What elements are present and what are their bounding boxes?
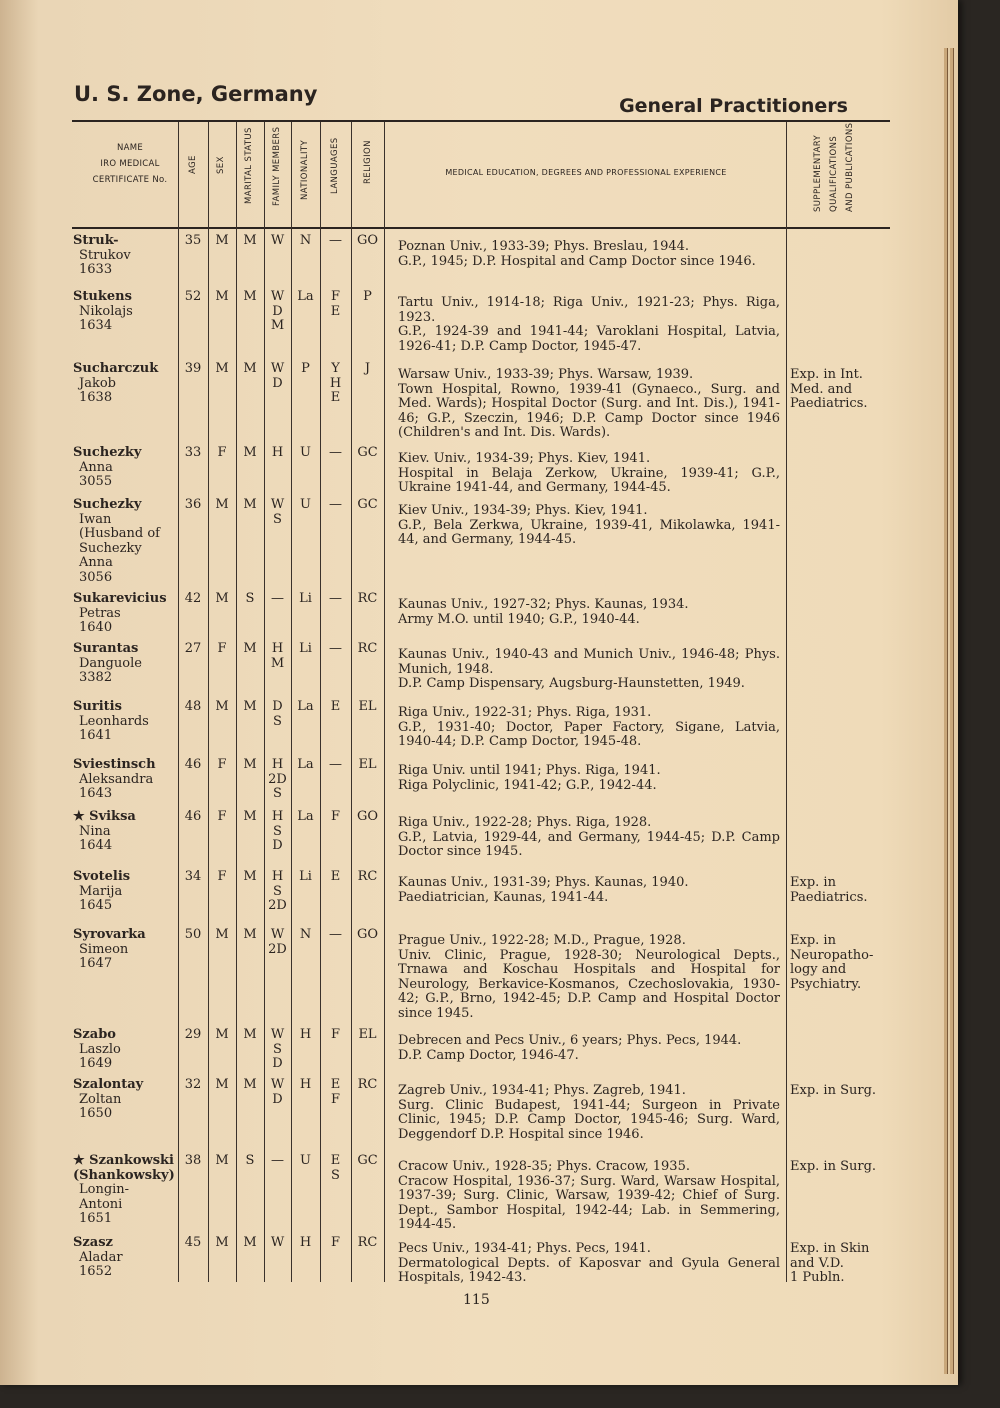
col-name-line: NAME (116, 143, 144, 153)
entry-name-line: Jakob (79, 375, 116, 391)
entry-name-line: (Shankowsky) (73, 1167, 175, 1183)
entry-name-line: Nikolajs (79, 303, 133, 319)
entry-religion: GC (357, 445, 378, 460)
entry-sex: M (215, 497, 229, 512)
entry-religion: GO (356, 809, 379, 824)
entry-name-block (73, 758, 183, 802)
entry-name-block (73, 1154, 183, 1227)
col-supp-header-line: QUALIFICATIONS (829, 135, 839, 212)
entry-age: 33 (184, 445, 202, 460)
supplementary-line: and V.D. (790, 1255, 844, 1271)
entry-age: 48 (184, 699, 202, 714)
entry-name-line: 3055 (79, 474, 113, 489)
entry-name-line: Simeon (79, 941, 129, 957)
entry-languages: — (329, 641, 342, 656)
entry-nationality: U (300, 445, 311, 460)
entry-nationality: Li (299, 641, 312, 656)
col-marital-header: MARITAL STATUS (244, 127, 254, 204)
education-line: Warsaw Univ., 1933-39; Phys. Warsaw, 1939. (398, 367, 694, 382)
entry-name-line: (Husband of (79, 526, 160, 541)
entry-family: W S (270, 497, 285, 527)
entry-name-line: 1644 (79, 838, 113, 853)
entry-marital: M (243, 233, 257, 248)
entry-marital: M (243, 445, 257, 460)
entry-nationality: P (301, 361, 310, 376)
entry-nationality: Li (299, 869, 312, 884)
entry-education (398, 876, 780, 905)
entry-name-line: Strukov (79, 247, 131, 263)
col-divider (786, 122, 787, 1282)
entry-marital: M (243, 289, 257, 304)
entry-supplementary (790, 1160, 900, 1175)
education-line: Riga Univ., 1922-31; Phys. Riga, 1931. (398, 705, 652, 720)
entry-marital: M (243, 1077, 257, 1092)
entry-name-line: 1649 (79, 1056, 113, 1071)
entry-education (398, 240, 780, 269)
education-line: D.P. Camp Dispensary, Augsburg-Haunstetten, 1949. (398, 676, 745, 691)
supplementary-line: Exp. in Surg. (790, 1159, 877, 1174)
col-age-header: AGE (188, 155, 198, 174)
entry-surname: Szasz (73, 1235, 113, 1250)
entry-supplementary (790, 1084, 900, 1099)
entry-name-line: 1643 (79, 786, 113, 801)
header-section: General Practitioners (619, 95, 848, 117)
entry-surname: Suritis (73, 699, 122, 714)
entry-family: W D (270, 361, 285, 391)
entry-marital: M (243, 757, 257, 772)
entry-religion: GC (357, 497, 378, 512)
entry-marital: S (245, 591, 255, 606)
entry-name-line: Aleksandra (79, 771, 154, 787)
education-line: G.P., Latvia, 1929-44, and Germany, 1944-45; D.P. Camp Doctor since 1945. (398, 829, 780, 859)
entry-nationality: Li (299, 591, 312, 606)
entry-surname: Szalontay (73, 1077, 144, 1092)
education-line: Paediatrician, Kaunas, 1941-44. (398, 889, 609, 905)
entry-name-line: Petras (79, 605, 121, 621)
education-line: Debrecen and Pecs Univ., 6 years; Phys. Pecs, 1944. (398, 1033, 742, 1048)
entry-supplementary (790, 876, 900, 905)
entry-name-line: Aladar (79, 1249, 123, 1265)
col-education-header: MEDICAL EDUCATION, DEGREES AND PROFESSIONAL EXPERIENCE (445, 168, 727, 177)
entry-languages: — (329, 445, 342, 460)
entry-name-block (73, 446, 183, 490)
entry-family: W D M (270, 289, 285, 333)
entry-name-block (73, 810, 183, 854)
supplementary-line: Paediatrics. (790, 396, 868, 411)
top-rule (72, 120, 890, 122)
supplementary-line: 1 Publn. (790, 1270, 845, 1285)
entry-education (398, 1160, 780, 1233)
entry-languages: — (329, 927, 342, 942)
entry-religion: RC (357, 641, 378, 656)
entry-family: H 2D S (268, 757, 287, 801)
entry-religion: RC (357, 869, 378, 884)
col-name-header (88, 140, 172, 188)
entry-marital: M (243, 699, 257, 714)
entry-education (398, 1034, 780, 1063)
supplementary-line: Psychiatry. (790, 976, 862, 992)
education-line: Poznan Univ., 1933-39; Phys. Breslau, 1944. (398, 239, 690, 254)
entry-age: 27 (184, 641, 202, 656)
entry-religion: P (363, 289, 372, 304)
education-line: G.P., 1924-39 and 1941-44; Varoklani Hospital, Latvia, 1926-41; D.P. Camp Doctor, 1945-47. (398, 324, 780, 354)
entry-marital: M (243, 1235, 257, 1250)
entry-languages: E (330, 699, 341, 714)
entry-surname: Stukens (73, 289, 132, 304)
entry-age: 39 (184, 361, 202, 376)
entry-surname: Struk- (73, 233, 119, 248)
entry-languages: — (329, 591, 342, 606)
entry-sex: M (215, 233, 229, 248)
entry-sex: F (217, 757, 227, 772)
entry-education (398, 1242, 780, 1286)
entry-name-block (73, 234, 183, 278)
entry-name-block (73, 700, 183, 744)
education-line: Riga Univ. until 1941; Phys. Riga, 1941. (398, 763, 661, 778)
education-line: Army M.O. until 1940; G.P., 1940-44. (398, 611, 640, 627)
entry-education (398, 648, 780, 692)
entry-sex: M (215, 699, 229, 714)
entry-languages: E F (330, 1077, 341, 1107)
entry-religion: EL (358, 757, 377, 772)
entry-marital: M (243, 869, 257, 884)
entry-name-line: Danguole (79, 655, 142, 671)
entry-languages: Y H E (329, 361, 342, 405)
entry-age: 46 (184, 757, 202, 772)
col-sex-header: SEX (216, 156, 226, 174)
entry-education (398, 368, 780, 441)
entry-education (398, 706, 780, 750)
entry-age: 52 (184, 289, 202, 304)
entry-nationality: U (300, 497, 311, 512)
entry-supplementary (790, 368, 900, 412)
supplementary-line: Exp. in (790, 875, 836, 890)
entry-marital: M (243, 361, 257, 376)
col-divider (384, 122, 385, 1282)
entry-name-block (73, 928, 183, 972)
entry-religion: EL (358, 699, 377, 714)
entry-sex: M (215, 1235, 229, 1250)
supplementary-line: Neuropatho- (790, 947, 874, 963)
entry-nationality: La (297, 699, 314, 714)
entry-sex: M (215, 361, 229, 376)
entry-religion: EL (358, 1027, 377, 1042)
entry-name-block (73, 1236, 183, 1280)
entry-name-block (73, 1078, 183, 1122)
entry-religion: GO (356, 927, 379, 942)
entry-nationality: La (297, 757, 314, 772)
entry-education (398, 764, 780, 793)
education-line: G.P., 1931-40; Doctor, Paper Factory, Sigane, Latvia, 1940-44; D.P. Camp Doctor, 1945-48. (398, 719, 780, 749)
education-line: G.P., Bela Zerkwa, Ukraine, 1939-41, Mikolawka, 1941-44, and Germany, 1944-45. (398, 517, 780, 547)
entry-name-line: 1651 (79, 1211, 113, 1226)
entry-sex: F (217, 445, 227, 460)
entry-nationality: La (297, 809, 314, 824)
page-edge (950, 48, 954, 1374)
entry-name-block (73, 362, 183, 406)
entry-family: H (271, 445, 284, 460)
entry-name-line: Antoni (79, 1196, 123, 1212)
entry-name-line: 1652 (79, 1264, 113, 1279)
entry-family: W (270, 1235, 285, 1250)
header-bottom-rule (72, 227, 890, 229)
entry-name-line: 1647 (79, 956, 113, 971)
entry-name-line: 1634 (79, 318, 113, 333)
entry-family: W (270, 233, 285, 248)
entry-marital: M (243, 641, 257, 656)
entry-sex: M (215, 1153, 229, 1168)
entry-education (398, 452, 780, 496)
entry-languages: F E (330, 289, 341, 319)
education-line: Town Hospital, Rowno, 1939-41 (Gynaeco., Surg. and Med. Wards); Hospital Doctor (Surg. and Int. Dis.), 1941-46; G.P., Szeczin, 1946; D.P. Camp Doctor since 1946 (Children's and Int. Dis. Wards). (398, 381, 780, 440)
entry-marital: S (245, 1153, 255, 1168)
supplementary-line: logy and (790, 962, 847, 977)
entry-sex: M (215, 1027, 229, 1042)
entry-surname: Sviestinsch (73, 757, 156, 772)
education-line: Pecs Univ., 1934-41; Phys. Pecs, 1941. (398, 1241, 651, 1256)
col-religion-header: RELIGION (363, 140, 373, 184)
entry-supplementary (790, 934, 900, 992)
page-number: 115 (463, 1292, 490, 1308)
entry-surname: Syrovarka (73, 927, 146, 942)
entry-age: 34 (184, 869, 202, 884)
supplementary-line: Exp. in Skin (790, 1241, 870, 1256)
entry-age: 46 (184, 809, 202, 824)
entry-name-line: Anna (79, 555, 113, 570)
entry-name-line: Marija (79, 883, 123, 899)
col-name-line: CERTIFICATE No. (92, 175, 168, 185)
entry-name-line: Suchezky (79, 540, 142, 556)
entry-name-line: 1650 (79, 1106, 113, 1121)
entry-age: 29 (184, 1027, 202, 1042)
entry-surname: ★ Sviksa (73, 809, 136, 824)
entry-education (398, 598, 780, 627)
entry-religion: J (364, 361, 371, 376)
supplementary-line: Exp. in Surg. (790, 1083, 877, 1098)
entry-education (398, 934, 780, 1021)
supplementary-line: Exp. in (790, 933, 836, 948)
entry-name-line: Zoltan (79, 1091, 122, 1107)
entry-age: 38 (184, 1153, 202, 1168)
education-line: Zagreb Univ., 1934-41; Phys. Zagreb, 1941. (398, 1083, 686, 1098)
entry-languages: — (329, 233, 342, 248)
entry-surname: Sukarevicius (73, 591, 167, 606)
entry-languages: E S (330, 1153, 341, 1183)
entry-name-line: Nina (79, 823, 111, 839)
entry-sex: M (215, 591, 229, 606)
supplementary-line: Exp. in Int. (790, 367, 863, 382)
entry-surname: Suchezky (73, 497, 142, 512)
entry-education (398, 296, 780, 354)
education-line: Dermatological Depts. of Kaposvar and Gyula General Hospitals, 1942-43. (398, 1255, 780, 1285)
entry-marital: M (243, 927, 257, 942)
education-line: Kaunas Univ., 1940-43 and Munich Univ., 1946-48; Phys. Munich, 1948. (398, 647, 780, 677)
entry-name-block (73, 592, 183, 636)
supplementary-line: Med. and (790, 381, 853, 397)
entry-languages: — (329, 757, 342, 772)
education-line: Kiev Univ., 1934-39; Phys. Kiev, 1941. (398, 503, 648, 518)
education-line: Cracow Univ., 1928-35; Phys. Cracow, 1935. (398, 1159, 690, 1174)
entry-sex: M (215, 289, 229, 304)
entry-supplementary (790, 1242, 900, 1286)
education-line: Kiev. Univ., 1934-39; Phys. Kiev, 1941. (398, 451, 651, 466)
education-line: Cracow Hospital, 1936-37; Surg. Ward, Warsaw Hospital, 1937-39; Surg. Clinic, Warsaw, 1939-42; Chief of Surg. Dept., Sambor Hospital, 1942-44; Lab. in Semmering, 1944-45. (398, 1173, 780, 1232)
entry-name-block (73, 290, 183, 334)
col-nationality-header: NATIONALITY (300, 139, 310, 200)
entry-nationality: N (299, 233, 312, 248)
education-line: Kaunas Univ., 1927-32; Phys. Kaunas, 1934. (398, 597, 689, 612)
entry-family: W 2D (268, 927, 287, 957)
entry-age: 42 (184, 591, 202, 606)
entry-name-line: 1641 (79, 728, 113, 743)
education-line: Univ. Clinic, Prague, 1928-30; Neurological Depts., Trnawa and Koschau Hospitals and Hospital for Neurology, Berkavice-Kosmanos, Czechoslovakia, 1930-42; G.P., Brno, 1942-45; D.P. Camp and Hospital Doctor since 1945. (398, 947, 780, 1021)
entry-nationality: H (299, 1077, 312, 1092)
entry-name-line: 1638 (79, 390, 113, 405)
entry-name-line: Leonhards (79, 713, 149, 729)
education-line: Kaunas Univ., 1931-39; Phys. Kaunas, 1940. (398, 875, 689, 890)
entry-family: — (271, 591, 284, 606)
entry-name-line: 3056 (79, 569, 113, 585)
entry-marital: M (243, 497, 257, 512)
entry-name-line: 1645 (79, 898, 113, 913)
entry-sex: M (215, 927, 229, 942)
entry-surname: Svotelis (73, 869, 131, 884)
entry-education (398, 504, 780, 548)
entry-family: H M (270, 641, 285, 671)
entry-religion: GO (356, 233, 379, 248)
entry-name-block (73, 1028, 183, 1072)
entry-religion: GC (357, 1153, 378, 1168)
education-line: Hospital in Belaja Zerkow, Ukraine, 1939-41; G.P., Ukraine 1941-44, and Germany, 1944-45. (398, 465, 780, 495)
col-supp-header-line: SUPPLEMENTARY (813, 134, 823, 212)
entry-nationality: H (299, 1235, 312, 1250)
entry-name-line: Anna (79, 459, 113, 475)
entry-age: 32 (184, 1077, 202, 1092)
entry-age: 50 (184, 927, 202, 942)
entry-religion: RC (357, 1235, 378, 1250)
entry-surname: Sucharczuk (73, 361, 159, 376)
entry-surname: Suchezky (73, 445, 142, 460)
supplementary-line: Paediatrics. (790, 889, 868, 905)
page-edge (944, 48, 948, 1374)
entry-name-block (73, 642, 183, 686)
col-supp-header-line: AND PUBLICATIONS (845, 122, 855, 212)
entry-languages: F (330, 1235, 341, 1250)
entry-family: D S (272, 699, 283, 729)
entry-education (398, 1084, 780, 1142)
entry-name-line: Laszlo (79, 1041, 121, 1057)
entry-name-line: Iwan (79, 511, 112, 527)
entry-sex: F (217, 641, 227, 656)
entry-sex: M (215, 1077, 229, 1092)
education-line: Riga Univ., 1922-28; Phys. Riga, 1928. (398, 815, 652, 830)
entry-education (398, 816, 780, 860)
entry-family: H S 2D (268, 869, 287, 913)
entry-surname: Szabo (73, 1027, 116, 1042)
entry-age: 36 (184, 497, 202, 512)
col-name-line: IRO MEDICAL (100, 159, 160, 169)
entry-nationality: H (299, 1027, 312, 1042)
education-line: Prague Univ., 1922-28; M.D., Prague, 1928. (398, 933, 686, 948)
entry-family: W D (270, 1077, 285, 1107)
entry-name-block (73, 870, 183, 914)
entry-family: W S D (270, 1027, 285, 1071)
education-line: Riga Polyclinic, 1941-42; G.P., 1942-44. (398, 777, 657, 793)
entry-age: 45 (184, 1235, 202, 1250)
entry-surname: Surantas (73, 641, 139, 656)
entry-sex: F (217, 869, 227, 884)
entry-nationality: La (297, 289, 314, 304)
entry-marital: M (243, 1027, 257, 1042)
entry-languages: E (330, 869, 341, 884)
entry-religion: RC (357, 1077, 378, 1092)
entry-surname: ★ Szankowski (73, 1153, 174, 1168)
entry-family: H S D (271, 809, 284, 853)
col-family-header: FAMILY MEMBERS (272, 126, 282, 206)
education-line: Tartu Univ., 1914-18; Riga Univ., 1921-23; Phys. Riga, 1923. (398, 295, 780, 325)
header-zone: U. S. Zone, Germany (74, 82, 318, 106)
entry-languages: — (329, 497, 342, 512)
entry-age: 35 (184, 233, 202, 248)
entry-religion: RC (357, 591, 378, 606)
entry-marital: M (243, 809, 257, 824)
entry-name-line: Longin- (79, 1182, 130, 1197)
entry-languages: F (330, 1027, 341, 1042)
education-line: G.P., 1945; D.P. Hospital and Camp Doctor since 1946. (398, 253, 756, 269)
entry-sex: F (217, 809, 227, 824)
entry-name-line: 1633 (79, 262, 113, 277)
education-line: D.P. Camp Doctor, 1946-47. (398, 1047, 579, 1063)
entry-name-line: 1640 (79, 620, 113, 635)
entry-languages: F (330, 809, 341, 824)
entry-name-block (73, 498, 183, 585)
entry-nationality: N (299, 927, 312, 942)
entry-name-line: 3382 (79, 670, 113, 685)
col-languages-header: LANGUAGES (330, 137, 340, 194)
education-line: Surg. Clinic Budapest, 1941-44; Surgeon in Private Clinic, 1945; D.P. Camp Doctor, 1945-46; Surg. Ward, Deggendorf D.P. Hospital since 1946. (398, 1097, 780, 1142)
entry-nationality: U (300, 1153, 311, 1168)
entry-family: — (271, 1153, 284, 1168)
